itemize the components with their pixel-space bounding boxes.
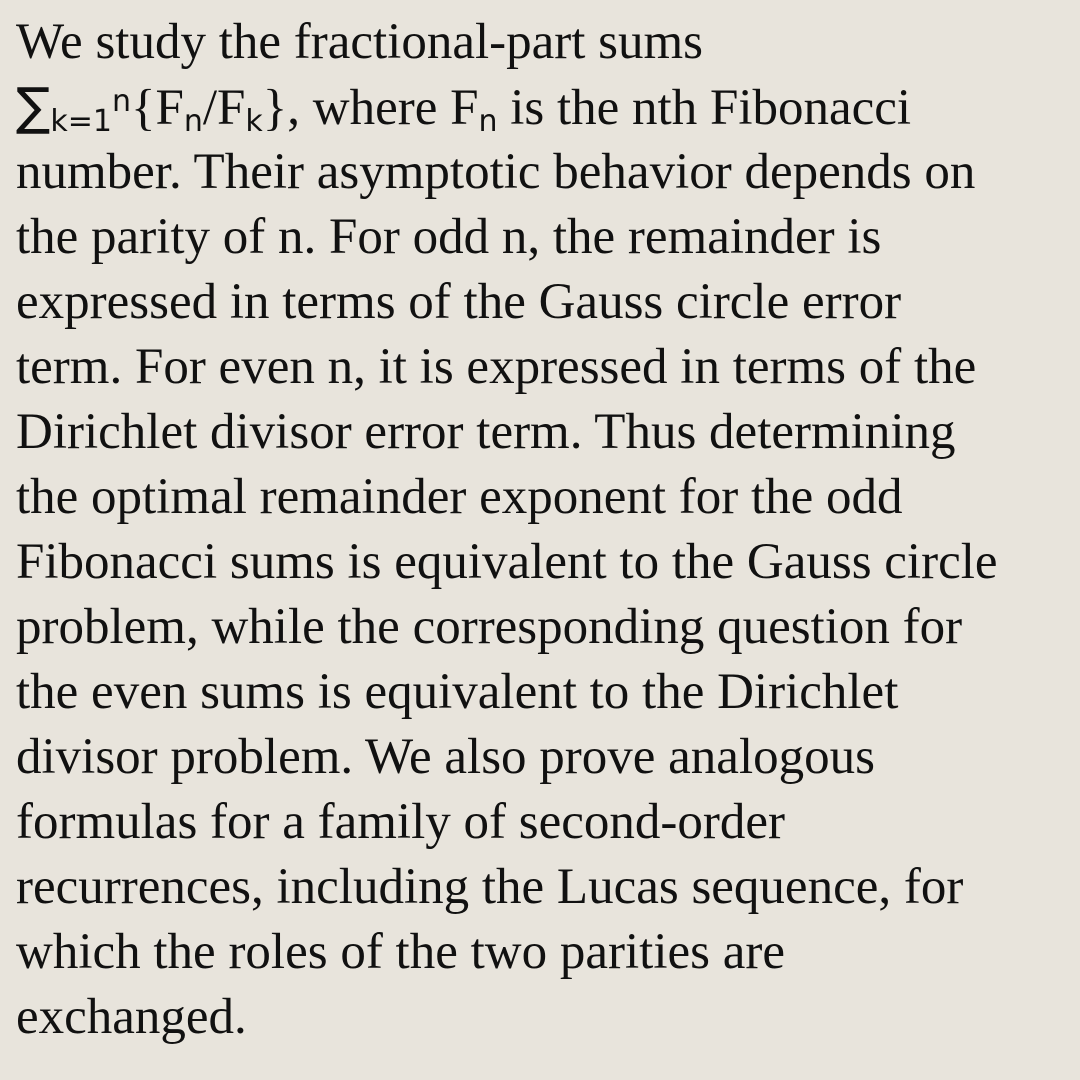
abstract-formula-line: [16, 75, 1066, 140]
abstract-line: Dirichlet divisor error term. Thus determining: [16, 404, 956, 460]
sum-upper-index: n: [111, 84, 131, 119]
abstract-line: term. For even n, it is expressed in terms of the: [16, 339, 977, 395]
sum-lower-index: k=1: [50, 104, 112, 139]
abstract-line: expressed in terms of the Gauss circle error: [16, 274, 902, 330]
abstract-line: formulas for a family of second-order: [16, 794, 785, 850]
abstract-line: the even sums is equivalent to the Dirichlet: [16, 664, 899, 720]
abstract-line: the optimal remainder exponent for the odd: [16, 469, 903, 525]
sum-symbol: ∑: [16, 78, 51, 137]
abstract-text: [16, 10, 1066, 1050]
abstract-line: We study the fractional-part sums: [16, 14, 704, 70]
formula-brace-close: }: [262, 80, 288, 136]
formula-sub-n: n: [183, 104, 203, 139]
abstract-line: number. Their asymptotic behavior depends on: [16, 144, 976, 200]
abstract-line: recurrences, including the Lucas sequence, for: [16, 859, 964, 915]
formula-sub-n-2: n: [478, 104, 498, 139]
abstract-line: problem, while the corresponding question for: [16, 599, 963, 655]
formula-rest-2: is the nth Fibonacci: [497, 80, 912, 136]
formula-sub-k: k: [245, 104, 263, 139]
formula-slash-f: /F: [202, 80, 246, 136]
formula-fraction-open: {F: [131, 80, 184, 136]
abstract-line: Fibonacci sums is equivalent to the Gauss circle: [16, 534, 998, 590]
abstract-line: divisor problem. We also prove analogous: [16, 729, 875, 785]
formula-rest: , where F: [287, 80, 479, 136]
abstract-line: the parity of n. For odd n, the remainder is: [16, 209, 882, 265]
abstract-line: exchanged.: [16, 989, 247, 1045]
abstract-line: which the roles of the two parities are: [16, 924, 785, 980]
